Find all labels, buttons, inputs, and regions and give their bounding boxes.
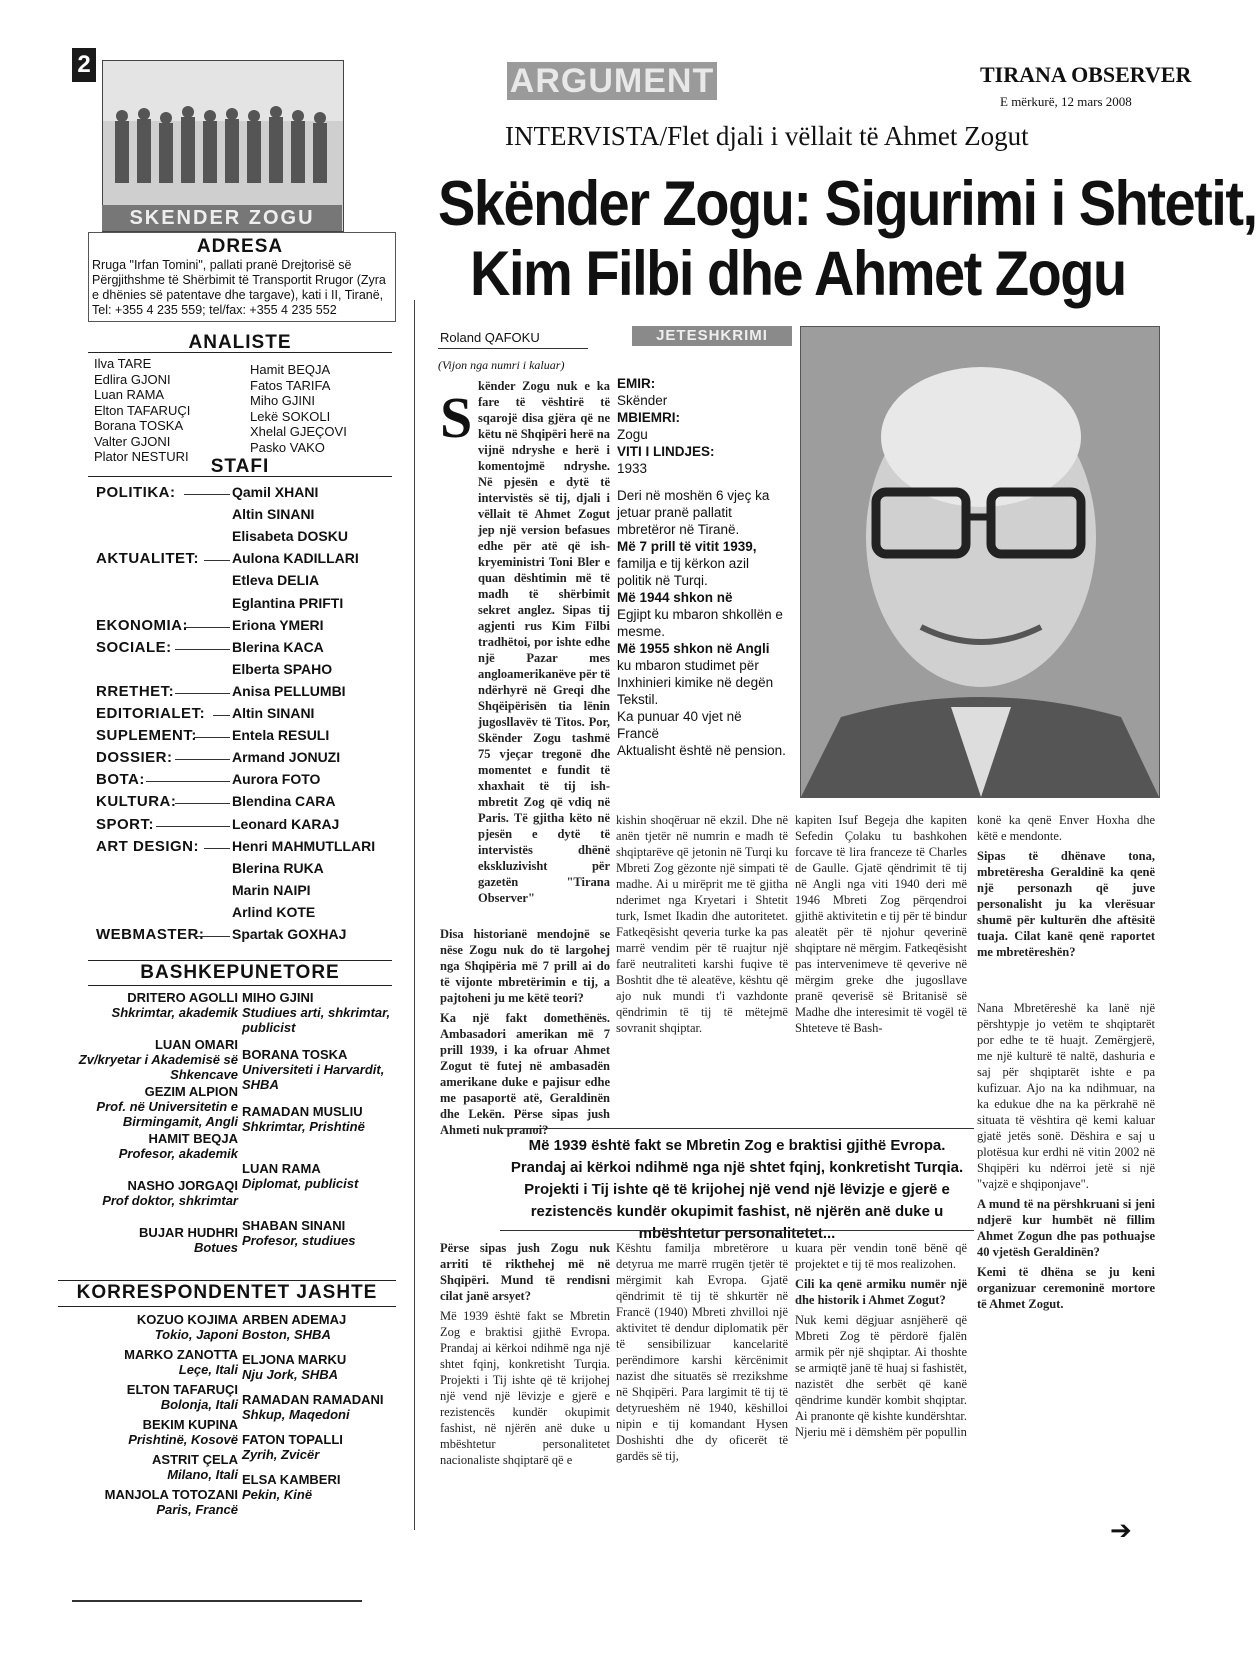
person-role: Studiues arti, shkrimtar, publicist [242,1005,391,1035]
headline-line-2: Kim Filbi dhe Ahmet Zogu [470,237,1126,309]
headline-line-1: Skënder Zogu: Sigurimi i Shtetit, [438,167,1257,239]
staff-section-label: ART DESIGN: [96,837,199,855]
analyst-name: Ilva TARE [94,356,152,371]
person-entry [242,1104,392,1134]
person-name: BUJAR HUDHRI [139,1225,238,1240]
byline: Roland QAFOKU [440,330,540,345]
staff-dash [175,759,230,760]
bio-line: Skënder [617,393,668,408]
person-name: KOZUO KOJIMA [136,1312,238,1327]
person-name: DRITERO AGOLLI [127,990,238,1005]
person-name: BORANA TOSKA [242,1047,348,1062]
staff-dash [175,803,230,804]
correspondents-right [242,1312,392,1542]
person-role: Nju Jork, SHBA [242,1367,339,1382]
person-role: Shkup, Maqedoni [242,1407,350,1422]
person-name: RAMADAN MUSLIU [242,1104,363,1119]
person-entry [242,1432,392,1462]
intro-text-top [478,378,610,910]
person-entry [66,1382,238,1412]
staff-name: Leonard KARAJ [232,815,340,832]
address-text [92,258,392,318]
person-role: Diplomat, publicist [242,1176,359,1191]
kicker: INTERVISTA/Flet djali i vëllait të Ahmet Zogut [505,121,1029,151]
address-line: e dhënies së patentave dhe targave), kati i II, Tiranë, [92,288,384,302]
staff-dash [194,737,230,738]
continued-note: (Vijon nga numri i kaluar) [438,358,565,372]
staff-section-label: KULTURA: [96,793,177,811]
bio-line: VITI I LINDJES: [617,444,715,459]
staff-row [96,705,386,725]
analyst-name: Plator NESTURI [94,449,189,464]
staff-title: STAFI [210,456,270,477]
person-name: ASTRIT ÇELA [152,1452,238,1467]
staff-section-label: EKONOMIA: [96,616,188,634]
address-line: Rruga "Irfan Tomini", pallati pranë Drejtorisë së [92,258,352,272]
person-role: Boston, SHBA [242,1327,331,1342]
staff-name: Elberta SPAHO [232,660,333,677]
bio-line: 1933 [617,461,648,476]
staff-name: Spartak GOXHAJ [232,926,347,942]
intro-paragraph: kënder Zogu nuk e ka fare të vështirë të sqarojë disa gjëra që ne këtu në Shqipëri herë na vijnë ndryshe e herë i komentojmë ndryshe. Në pjesën e dytë të intervistës së tij, djali i vëllait të Ahmet Zogut jep një version befasues edhe për atë që ish-kryeministri Toni Bler e quan dështimin më të madh të shërbimit sekret anglez. Sipas tij agjenti rus Kim Filbi tradhëtoi, por ishte edhe një Pazar mes angloamerikanëve për të ndërhyrë në Greqi dhe Shqëipërisën tia lënin jugosllavëv të Titos. Por, Skënder Zogu tashmë 75 vjeçar tregonë dhe momentet e fundit të xhaxhait të tij ish-mbretit Zog që vdiq në Paris. Të gjitha këto në pjesën e dytë të intervistës dhënë ekskluzivisht për gazetën "Tirana Observer" [478,379,610,905]
staff-row [96,904,386,924]
person-entry [242,1472,392,1502]
person-entry [66,990,238,1020]
staff-row [96,617,386,637]
analyst-name: Miho GJINI [250,393,316,408]
portrait-illustration [801,327,1159,797]
group-photo-illustration [103,61,343,211]
staff-name: Armand JONUZI [232,749,341,766]
person-entry [66,1347,238,1377]
analyst-name: Hamit BEQJA [250,362,331,377]
staff-dash [204,848,230,849]
column-separator [414,300,415,1530]
person-role: Prishtinë, Kosovë [128,1432,238,1447]
staff-name: Eglantina PRIFTI [232,594,344,611]
bio-line: Më 1955 shkon në Angli [617,641,770,656]
person-name: ELJONA MARKU [242,1352,347,1367]
column-3-top [795,812,967,1040]
staff-section-label: WEBMASTER: [96,926,205,943]
person-entry [66,1312,238,1342]
person-entry [242,1392,392,1422]
person-role: Tokio, Japoni [154,1327,238,1342]
staff-row [96,860,386,880]
staff-row [96,838,386,858]
page-number: 2 [72,48,96,82]
person-name: FATON TOPALLI [242,1432,343,1447]
divider [58,1306,396,1307]
person-role: Botues [193,1240,238,1255]
person-entry [66,1037,238,1082]
person-name: RAMADAN RAMADANI [242,1392,384,1407]
collaborators-title: BASHKEPUNETORE [140,962,340,983]
bio-line: Zogu [617,427,648,442]
paragraph: Nuk kemi dëgjuar asnjëherë që Mbreti Zog të përdorë fjalën armik për një shqiptar. Ai thoshte se armiqtë janë të huaj si fashistët, nazistët dhe serbët që kanë qëndrime kundër kombit shqiptar. Ai pranonte që kishte kundërshtar. Njeriu më i dëmshëm për popullin [795,1313,967,1439]
staff-name: Anisa PELLUMBI [232,682,346,699]
staff-row [96,528,386,548]
drop-cap: S [440,385,473,450]
staff-section-label: POLITIKA: [96,484,176,501]
analyst-name: Valter GJONI [94,433,171,449]
staff-row [96,595,386,615]
person-entry [66,1417,238,1447]
paragraph: Kështu familja mbretërore u detyrua me marrë rrugën tjetër të mërgimit kah Evropa. Gjatë qëndrimit të tij të shkurtër në Francë (1940) Mbreti zhvilloi një aktivitet të dendur diplomatik për të sensibilizuar kancelaritë perëndimore karshi kërcënimit nazist dhe situatës së rrezikshme në Shqipëri. Para largimit të tij të detyrueshëm në 1940, këshilloi nipin e tij komandant Hysen Doshishti dhe dy oficerët të gardës së tij, [616,1241,788,1463]
staff-list [96,484,396,954]
person-name: LUAN RAMA [242,1161,321,1176]
staff-dash [213,715,230,716]
person-entry [66,1225,238,1255]
question-1: Disa historianë mendojnë se nëse Zogu nuk do të largohej nga Shqipëria më 7 prill ai do të vijonte mbretërimin e tij, a pajtoheni ju me këtë teori? [440,927,610,1005]
analyst-name: Edlira GJONI [94,371,171,387]
staff-section-label: SOCIALE: [96,638,172,656]
analyst-name: Xhelal GJEÇOVI [250,424,347,439]
staff-section-label: AKTUALITET: [96,550,199,568]
analysts-left [94,356,190,465]
bio-line: Egjipt ku mbaron shkollën e mesme. [617,607,783,639]
person-role: Profesor, studiues [242,1233,356,1248]
paragraph: kapiten Isuf Begeja dhe kapiten Sefedin Çolaku tu bashkohen forcave të lira franceze të Charles de Gaulle. Gjatë qëndrimit të tij në Angli nga viti 1940 deri më 1946 Mbreti Zog përqendroi gjithë aktivitetin e tij për të bindur aleatët për të njohur qeverinë shqiptare në mërgim. Fatkeqësisht pas intervenimeve të qeverive në mërgim greke dhe jugosllave pranë qeverisë së Britanisë së Madhe dhe interesimit të vogël të Shteteve të Bash- [795,813,967,1035]
person-name: BEKIM KUPINA [142,1417,238,1432]
person-name: SHABAN SINANI [242,1218,346,1233]
analyst-name: Pasko VAKO [250,439,325,455]
person-role: Profesor, akademik [118,1146,238,1161]
staff-dash [146,781,230,782]
staff-dash [194,936,230,937]
person-entry [66,1487,238,1517]
staff-row [96,506,386,526]
staff-section-label: BOTA: [96,771,145,789]
staff-row [96,639,386,659]
staff-dash [156,826,230,827]
person-name: MIHO GJINI [242,990,314,1005]
continue-arrow-icon: ➔ [1110,1515,1132,1545]
staff-dash [175,649,230,650]
question-5: Kemi të dhëna se ju keni organizuar ceremoninë mortore të Ahmet Zogut. [977,1265,1155,1311]
staff-row [96,793,386,813]
staff-name: Marin NAIPI [232,881,311,898]
question-3: Sipas të dhënave tona, mbretëresha Geraldinë ka qenë një personazh që juve personalisht ju ka vlerësuar shumë për kulturën dhe aftësitë tuaja. Cilat kanë qenë raportet me mbretëreshën? [977,849,1155,959]
bio-line: MBIEMRI: [617,410,680,425]
person-role: Leçe, Itali [178,1362,238,1377]
person-role: Paris, Francë [156,1502,238,1517]
analyst-name: Borana TOSKA [94,418,184,433]
person-role: Prof. në Universitetin e Birmingamit, Angli [96,1099,238,1129]
person-role: Pekin, Kinë [242,1487,313,1502]
bio-line: Deri në moshën 6 vjeç ka jetuar pranë pallatit mbretëror në Tiranë. [617,488,770,537]
staff-name: Altin SINANI [232,705,315,721]
correspondents-title: KORRESPONDENTET JASHTE [76,1282,378,1303]
divider [88,960,392,961]
staff-row [96,926,386,946]
question-4: A mund të na përshkruani si jeni ndjerë kur humbët në fillim Ahmet Zogun dhe pas pothuajse 40 vjetësh Geraldinën? [977,1197,1155,1259]
column-2-bottom [616,1240,788,1468]
address-line: Përgjithshme të Shërbimit të Transportit Rrugor (Zyra [92,273,386,287]
bio-line: Më 1944 shkon në [617,590,733,605]
staff-row [96,661,386,681]
bio-label: JETESHKRIMI [632,326,792,346]
column-1-bottom [440,1240,610,1472]
collaborators-right [242,990,392,1280]
person-entry [66,1452,238,1482]
paragraph: kuara për vendin tonë bënë që projektet e tij të mos realizohen. [795,1241,967,1271]
answer-2: Më 1939 është fakt se Mbretin Zog e braktisi gjithë Evropa. Prandaj ai kërkoi ndihmë nga një shtet fqinj, konkretisht Turqia. Projekti i Tij ishte që të krijohej një vend një lëvizje e gjerë e rezistencës kundër okupimit fashist, në njërën anë duke u mbështetur personalitetet nacionaliste shqiptarë që e [440,1309,610,1467]
person-role: Shkrimtar, Prishtinë [242,1119,365,1134]
person-name: GEZIM ALPION [144,1084,238,1099]
bio-line: familja e tij kërkon azil politik në Turqi. [617,556,750,588]
staff-name: Arlind KOTE [232,903,316,920]
divider [500,1230,974,1231]
collaborators-left [66,990,238,1280]
staff-dash [184,627,230,628]
column-4-top [977,812,1155,964]
staff-dash [184,494,230,495]
masthead: TIRANA OBSERVER [980,62,1192,87]
staff-row [96,727,386,747]
bio-line: ku mbaron studimet për Inxhinieri kimike në degën Tekstil. [617,658,774,707]
staff-dash [204,560,230,561]
person-role: Milano, Itali [167,1467,238,1482]
bio-line: EMIR: [617,376,656,391]
person-name: ARBEN ADEMAJ [242,1312,347,1327]
staff-name: Blendina CARA [232,793,336,810]
answer-1: Ka një fakt domethënës. Ambasadori amerikan më 7 prill 1939, i ka ofruar Ahmet Zogut të futej në ambasadën amerikane duke e pajisur edhe me pasaportë atë, Geraldinën dhe Lekën. Përse sipas jush Ahmeti nuk pranoi? [440,1011,610,1137]
staff-section-label: SUPLEMENT: [96,727,197,745]
person-entry [66,1131,238,1161]
staff-row [96,484,386,504]
person-role: Zyrih, Zvicër [242,1447,320,1462]
analyst-name: Luan RAMA [94,387,165,402]
staff-dash [175,693,230,694]
staff-row [96,572,386,592]
divider [438,348,588,349]
staff-row [96,550,386,570]
address-line: Tel: +355 4 235 559; tel/fax: +355 4 235 552 [92,303,337,317]
person-name: ELSA KAMBERI [242,1472,341,1487]
paragraph: konë ka qenë Enver Hoxha dhe këtë e mendonte. [977,813,1155,843]
bio-box [617,375,787,759]
analyst-name: Lekë SOKOLI [250,408,331,424]
person-entry [242,1218,392,1248]
paragraph: kishin shoqëruar në ekzil. Dhe në anën tjetër në numrin e madh të shqiptarëve që jetonin në Turqi ku Mbreti Zog gëzonte një simpati të madhe. Ai u mirëprit me të gjitha nderimet nga Kryetari i Shtetit turk, Ismet Ikadin dhe autoritetet. Fatkeqësisht qeveria turke ka pas marrë vendim për të ruajtur një farë neutraliteti karshi fuqive të Boshtit dhe të aleatëve, kështu që ajo nuk mundi t'i vazhdonte qëndrimin të tij të mëtejmë sovranit shqiptar. [616,813,788,1035]
staff-row [96,882,386,902]
column-1 [440,926,610,1142]
person-role: Bolonja, Itali [160,1397,238,1412]
staff-section-label: SPORT: [96,815,155,833]
person-name: LUAN OMARI [154,1037,238,1052]
staff-name: Aurora FOTO [232,771,321,788]
staff-section-label: EDITORIALET: [96,705,206,722]
person-name: MARKO ZANOTTA [124,1347,238,1362]
question-6: Cili ka qenë armiku numër një dhe historik i Ahmet Zogut? [795,1277,967,1307]
bio-line [617,477,787,487]
staff-row [96,771,386,791]
person-entry [242,1312,392,1342]
dateline: E mërkurë, 12 mars 2008 [1000,94,1132,109]
correspondents-left [66,1312,238,1542]
staff-name: Elisabeta DOSKU [232,528,348,545]
divider [500,1128,974,1129]
person-entry [242,1161,392,1191]
footer-line [72,1600,362,1602]
address-title: ADRESA [196,236,284,257]
person-name: MANJOLA TOTOZANI [104,1487,238,1502]
staff-section-label: RRETHET: [96,682,175,700]
person-role: Prof doktor, shkrimtar [102,1193,238,1208]
question-2: Përse sipas jush Zogu nuk arriti të rikthehej më në Shqipëri. Mund të rendisni cilat janë arsyet? [440,1241,610,1303]
staff-row [96,749,386,769]
bio-line: Më 7 prill të vitit 1939, [617,539,757,554]
staff-name: Blerina RUKA [232,859,324,876]
person-entry [242,1352,392,1382]
staff-name: Eriona YMERI [232,616,324,633]
portrait-photo [800,326,1160,798]
pull-quote: Më 1939 është fakt se Mbretin Zog e braktisi gjithë Evropa. Prandaj ai kërkoi ndihmë nga një shtet fqinj, konkretisht Turqia. Projekti i Tij ishte që të krijohej një vend një lëvizje e gjerë e rezistencës kundër okupimit fashist, në njërën anë duke u mbështetur personalitetet... [510,1137,964,1242]
person-name: HAMIT BEQJA [148,1131,238,1146]
analyst-name: Fatos TARIFA [250,377,331,393]
person-role: Zv/kryetar i Akademisë së Shkencave [78,1052,238,1082]
divider [58,1280,396,1281]
staff-name: Blerina KACA [232,638,324,655]
person-role: Universiteti i Harvardit, SHBA [242,1062,385,1092]
staff-section-label: DOSSIER: [96,749,173,767]
staff-name: Henri MAHMUTLLARI [232,837,376,854]
bio-line: Ka punuar 40 vjet në Francë [617,709,742,741]
person-name: NASHO JORGAQI [127,1178,238,1193]
staff-name: Etleva DELIA [232,572,320,589]
section-label: ARGUMENT [507,62,717,100]
column-3-bottom [795,1240,967,1444]
staff-name: Entela RESULI [232,727,330,744]
person-role: Shkrimtar, akademik [111,1005,238,1020]
photo-caption: SKENDER ZOGU [102,205,342,231]
staff-row [96,683,386,703]
column-2-top [616,812,788,1040]
staff-name: Aulona KADILLARI [232,550,359,567]
staff-name: Qamil XHANI [232,484,319,500]
analysts-right [250,362,347,455]
person-entry [66,1084,238,1129]
person-entry [242,990,392,1035]
person-entry [242,1047,392,1092]
staff-name: Altin SINANI [232,506,315,523]
divider [88,985,392,986]
answer-3: Nana Mbretëreshë ka lanë një përshtypje jo vetëm te shqiptarët por edhe te të huajt. Zemërgjerë, me një kulturë të naltë, dashuria e saj për shqiptarët ishte e pa kufizuar. Ajo na ka ndihmuar, na ka edukue dhe na ka përkrahë në situata të vështira që kemi kaluar gjatë jetës sonë. Dëshira e saj u plotësua kur erdhi në vitin 2002 në Shqipëri ku ndërroi jetë si një "vajzë e shqiponjave". [977,1001,1155,1191]
bio-line: Aktualisht është në pension. [617,743,786,758]
person-entry [66,1178,238,1208]
analyst-name: Elton TAFARUÇI [94,402,191,418]
person-name: ELTON TAFARUÇI [126,1382,238,1397]
staff-row [96,816,386,836]
analysts-title: ANALISTE [188,332,292,353]
column-4-mid [977,1000,1155,1316]
